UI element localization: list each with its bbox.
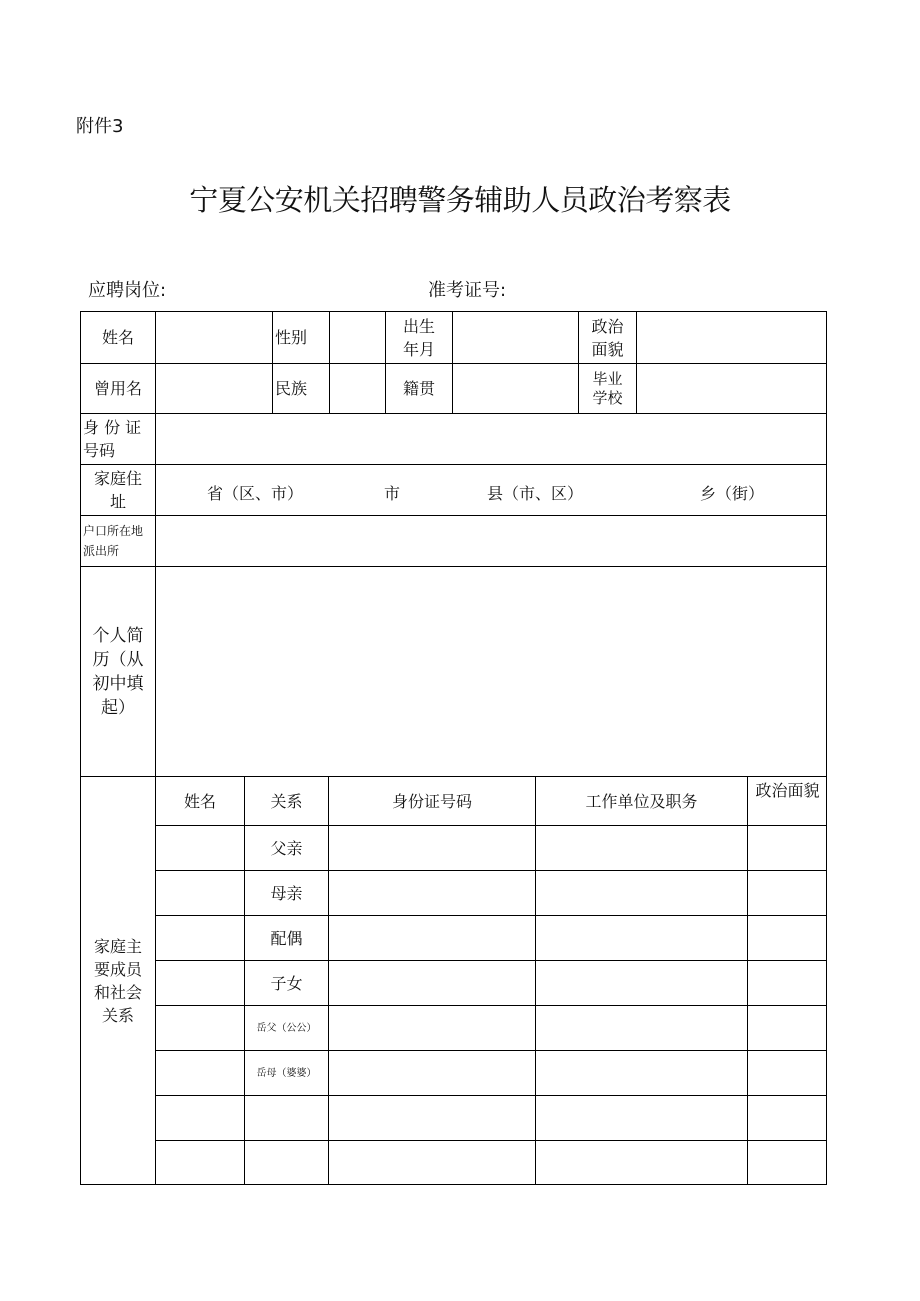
gender-label: 性别 bbox=[272, 311, 329, 363]
member-name-field[interactable] bbox=[155, 1140, 244, 1185]
resume-label: 个人简 历（从 初中填 起） bbox=[80, 566, 155, 776]
member-relation bbox=[244, 1140, 328, 1185]
id-number-field[interactable] bbox=[155, 413, 827, 464]
member-employer-field[interactable] bbox=[535, 915, 747, 960]
family-header-employer: 工作单位及职务 bbox=[535, 776, 747, 825]
hukou-police-station-field[interactable] bbox=[155, 515, 827, 566]
member-political-field[interactable] bbox=[747, 825, 827, 870]
member-employer-field[interactable] bbox=[535, 1005, 747, 1050]
member-relation: 岳母（婆婆） bbox=[244, 1050, 328, 1095]
member-political-field[interactable] bbox=[747, 960, 827, 1005]
name-label: 姓名 bbox=[80, 311, 155, 363]
gender-field[interactable] bbox=[329, 311, 385, 363]
member-name-field[interactable] bbox=[155, 1005, 244, 1050]
member-employer-field[interactable] bbox=[535, 1140, 747, 1185]
id-number-label: 身 份 证 号码 bbox=[80, 413, 155, 464]
member-relation: 母亲 bbox=[244, 870, 328, 915]
member-name-field[interactable] bbox=[155, 1050, 244, 1095]
member-political-field[interactable] bbox=[747, 1140, 827, 1185]
member-relation bbox=[244, 1095, 328, 1140]
family-section-label: 家庭主 要成员 和社会 关系 bbox=[80, 776, 155, 1185]
member-id-field[interactable] bbox=[328, 1140, 535, 1185]
member-name-field[interactable] bbox=[155, 870, 244, 915]
member-political-field[interactable] bbox=[747, 915, 827, 960]
attachment-label: 附件3 bbox=[76, 116, 124, 137]
address-province: 省（区、市） bbox=[207, 484, 304, 503]
address-county: 县（市、区） bbox=[487, 484, 584, 503]
hukou-police-station-label: 户口所在地 派出所 bbox=[80, 515, 155, 566]
family-header-political: 政治面貌 bbox=[747, 776, 827, 825]
native-place-field[interactable] bbox=[452, 363, 578, 413]
family-header-id-number: 身份证号码 bbox=[328, 776, 535, 825]
member-name-field[interactable] bbox=[155, 915, 244, 960]
member-relation: 岳父（公公） bbox=[244, 1005, 328, 1050]
family-header-relation: 关系 bbox=[244, 776, 328, 825]
resume-field[interactable] bbox=[155, 566, 827, 776]
address-township: 乡（街） bbox=[700, 484, 765, 503]
member-id-field[interactable] bbox=[328, 1050, 535, 1095]
ethnicity-label: 民族 bbox=[272, 363, 329, 413]
home-address-label: 家庭住 址 bbox=[80, 464, 155, 515]
member-id-field[interactable] bbox=[328, 960, 535, 1005]
member-name-field[interactable] bbox=[155, 825, 244, 870]
member-id-field[interactable] bbox=[328, 870, 535, 915]
member-political-field[interactable] bbox=[747, 1095, 827, 1140]
name-field[interactable] bbox=[155, 311, 272, 363]
political-status-label: 政治 面貌 bbox=[578, 311, 636, 363]
member-id-field[interactable] bbox=[328, 825, 535, 870]
ethnicity-field[interactable] bbox=[329, 363, 385, 413]
member-id-field[interactable] bbox=[328, 915, 535, 960]
native-place-label: 籍贯 bbox=[385, 363, 452, 413]
political-status-field[interactable] bbox=[636, 311, 827, 363]
member-name-field[interactable] bbox=[155, 960, 244, 1005]
member-id-field[interactable] bbox=[328, 1095, 535, 1140]
member-employer-field[interactable] bbox=[535, 1050, 747, 1095]
exam-number-label: 准考证号: bbox=[428, 280, 507, 301]
member-political-field[interactable] bbox=[747, 1005, 827, 1050]
member-relation: 配偶 bbox=[244, 915, 328, 960]
former-name-label: 曾用名 bbox=[80, 363, 155, 413]
former-name-field[interactable] bbox=[155, 363, 272, 413]
school-field[interactable] bbox=[636, 363, 827, 413]
birth-label: 出生 年月 bbox=[385, 311, 452, 363]
member-political-field[interactable] bbox=[747, 870, 827, 915]
address-city: 市 bbox=[384, 484, 401, 503]
birth-field[interactable] bbox=[452, 311, 578, 363]
member-name-field[interactable] bbox=[155, 1095, 244, 1140]
school-label: 毕业 学校 bbox=[578, 363, 636, 413]
member-employer-field[interactable] bbox=[535, 1095, 747, 1140]
member-political-field[interactable] bbox=[747, 1050, 827, 1095]
family-header-name: 姓名 bbox=[155, 776, 244, 825]
member-relation: 子女 bbox=[244, 960, 328, 1005]
member-employer-field[interactable] bbox=[535, 960, 747, 1005]
page-title: 宁夏公安机关招聘警务辅助人员政治考察表 bbox=[189, 183, 731, 217]
member-employer-field[interactable] bbox=[535, 825, 747, 870]
member-id-field[interactable] bbox=[328, 1005, 535, 1050]
member-employer-field[interactable] bbox=[535, 870, 747, 915]
member-relation: 父亲 bbox=[244, 825, 328, 870]
job-position-label: 应聘岗位: bbox=[88, 280, 167, 301]
